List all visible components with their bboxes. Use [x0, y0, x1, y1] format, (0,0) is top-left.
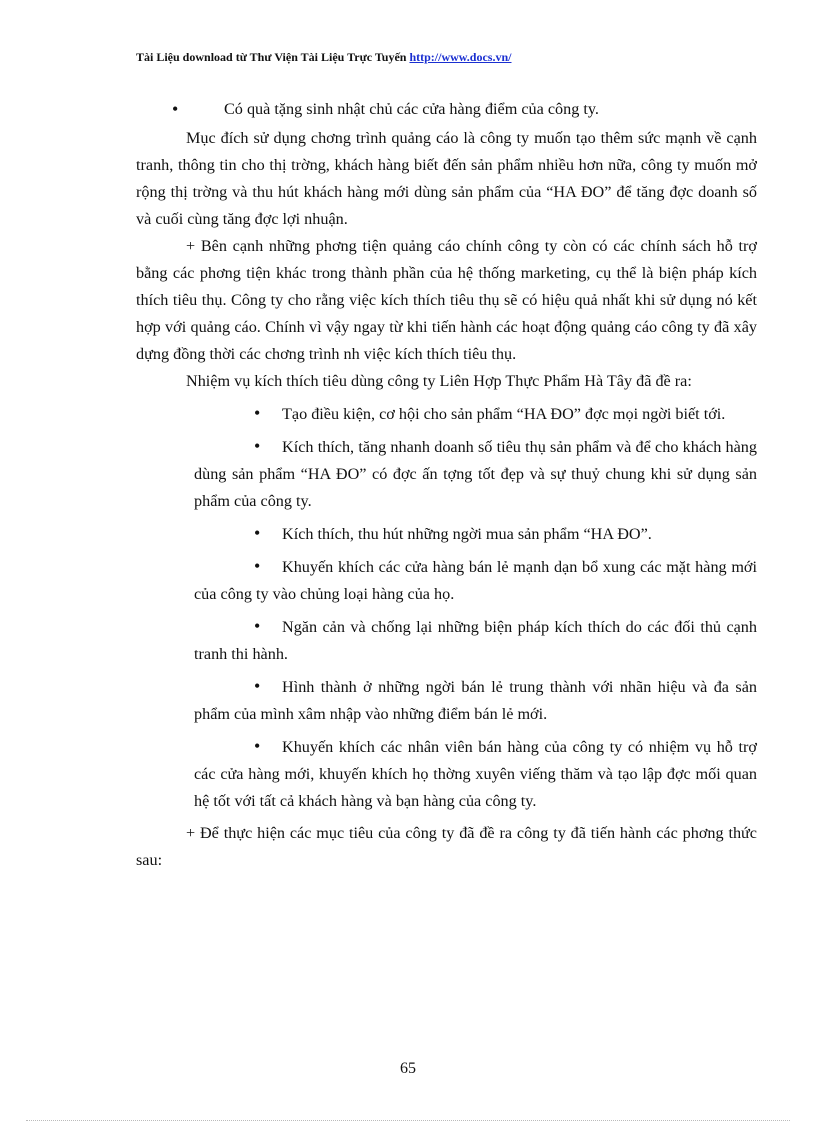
bullet-icon: • — [254, 403, 261, 423]
bullet-icon: • — [254, 736, 261, 756]
page-header — [136, 50, 512, 65]
top-bullet — [136, 96, 757, 123]
paragraph-4: + Để thực hiện các mục tiêu của công ty đã đề ra công ty đã tiến hành các phơng thức sau: — [136, 824, 757, 869]
bullet-icon: • — [254, 523, 261, 543]
bullet-icon: • — [254, 436, 261, 456]
task-list — [194, 400, 757, 815]
bullet-icon: • — [172, 99, 179, 119]
list-item: • Tạo điều kiện, cơ hội cho sản phẩm “HA ĐO” đợc mọi ngời biết tới. — [194, 400, 757, 428]
footer-divider — [26, 1120, 790, 1121]
list-item: • Ngăn cản và chống lại những biện pháp kích thích do các đối thủ cạnh tranh thi hành. — [194, 613, 757, 668]
list-item: • Kích thích, tăng nhanh doanh số tiêu thụ sản phẩm và để cho khách hàng dùng sản phẩm “HA ĐO” có đợc ấn tợng tốt đẹp và sự thuỷ chung khi sử dụng sản phẩm của công ty. — [194, 433, 757, 515]
bullet-icon: • — [254, 556, 261, 576]
page-number: 65 — [400, 1060, 416, 1077]
document-body — [136, 96, 757, 874]
bullet-icon: • — [254, 676, 261, 696]
paragraph-1: Mục đích sử dụng chơng trình quảng cáo là công ty muốn tạo thêm sức mạnh về cạnh tranh, thông tin cho thị trờng, khách hàng biết đến sản phẩm nhiều hơn nữa, công ty muốn mở rộng thị trờng và thu hút khách hàng mới dùng sản phẩm của “HA ĐO” để tăng đợc doanh số và cuối cùng tăng đợc lợi nhuận. — [136, 129, 757, 228]
list-item: • Khuyến khích các nhân viên bán hàng của công ty có nhiệm vụ hỗ trợ các cửa hàng mới, khuyến khích họ thờng xuyên viếng thăm và tạo lập đợc mối quan hệ tốt với tất cả khách hàng và bạn hàng của công ty. — [194, 733, 757, 815]
header-link[interactable]: http://www.docs.vn/ — [409, 50, 512, 64]
top-bullet-text: Có quà tặng sinh nhật chủ các cửa hàng điểm của công ty. — [224, 100, 599, 118]
list-item: • Kích thích, thu hút những ngời mua sản phẩm “HA ĐO”. — [194, 520, 757, 548]
bullet-icon: • — [254, 616, 261, 636]
list-item: • Hình thành ở những ngời bán lẻ trung thành với nhãn hiệu và đa sản phẩm của mình xâm nhập vào những điểm bán lẻ mới. — [194, 673, 757, 728]
paragraph-3: Nhiệm vụ kích thích tiêu dùng công ty Liên Hợp Thực Phẩm Hà Tây đã đề ra: — [186, 372, 692, 390]
list-item: • Khuyến khích các cửa hàng bán lẻ mạnh dạn bổ xung các mặt hàng mới của công ty vào chủng loại hàng của họ. — [194, 553, 757, 608]
paragraph-2: + Bên cạnh những phơng tiện quảng cáo chính công ty còn có các chính sách hỗ trợ bằng các phơng tiện khác trong thành phần của hệ thống marketing, cụ thể là biện pháp kích thích tiêu thụ. Công ty cho rằng việc kích thích tiêu thụ sẽ có hiệu quả nhất khi sử dụng nó kết hợp với quảng cáo. Chính vì vậy ngay từ khi tiến hành các hoạt động quảng cáo công ty đã xây dựng đồng thời các chơng trình nh việc kích thích tiêu thụ. — [136, 237, 757, 363]
header-text: Tài Liệu download từ Thư Viện Tài Liệu Trực Tuyến — [136, 50, 407, 64]
